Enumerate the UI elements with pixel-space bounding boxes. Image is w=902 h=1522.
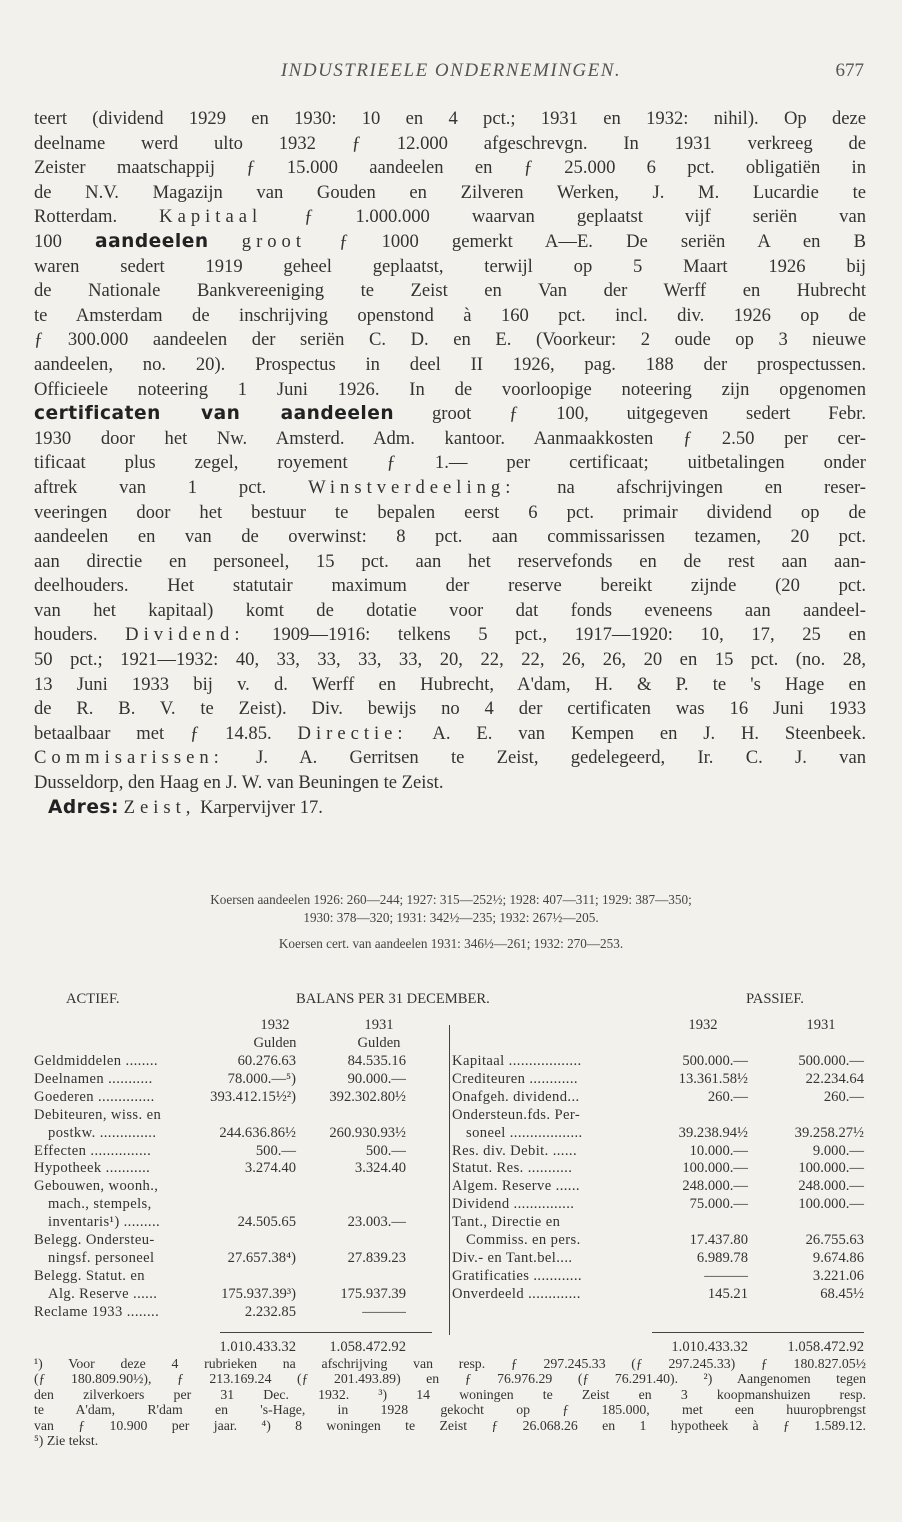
text-line bbox=[34, 722, 866, 747]
actief-value-1932: 500.— bbox=[255, 1142, 296, 1159]
kapitaal-heading: Kapitaal bbox=[159, 206, 263, 228]
balance-sheet bbox=[34, 985, 866, 1365]
body-text bbox=[34, 107, 866, 820]
passief-label: Dividend ............... bbox=[452, 1196, 575, 1213]
total-rule bbox=[652, 1332, 864, 1333]
actief-value-1931: 260.930.93½ bbox=[329, 1124, 406, 1141]
text-line: 50 pct.; 1921—1932: 40, 33, 33, 33, 33, 20, 22, 22, 26, 26, 20 en 15 pct. (no. 28, bbox=[34, 649, 866, 671]
footnote-line: te A'dam, R'dam en 's-Hage, in 1928 gekocht op ƒ 185.000, met een huuropbrengst bbox=[34, 1402, 866, 1418]
text-line bbox=[34, 796, 866, 821]
passief-value-1931: 9.674.86 bbox=[812, 1249, 864, 1266]
actief-value-1932: 60.276.63 bbox=[237, 1053, 296, 1069]
total-actief-1932: 1.010.433.32 bbox=[219, 1339, 296, 1355]
actief-value-1931: ——— bbox=[362, 1303, 406, 1320]
passief-label: Commiss. en pers. bbox=[466, 1232, 581, 1248]
passief-row bbox=[34, 1125, 866, 1142]
passief-value-1932: 248.000.— bbox=[682, 1178, 748, 1195]
text-span: na afschrijvingen en reser- bbox=[557, 476, 867, 498]
text-line: veeringen door het bestuur te bepalen eerst 6 pct. primair dividend op de bbox=[34, 501, 866, 523]
passief-row bbox=[34, 1143, 866, 1160]
passief-value-1932: 10.000.— bbox=[689, 1142, 748, 1159]
balance-title: BALANS PER 31 DECEMBER. bbox=[296, 991, 490, 1007]
footnote-line: (ƒ 180.809.90½), ƒ 213.169.24 (ƒ 201.493.89) en ƒ 76.976.29 (ƒ 76.291.40). ²) Aangenomen tegen bbox=[34, 1371, 866, 1387]
actief-label: Belegg. Statut. en bbox=[34, 1267, 145, 1284]
passief-row bbox=[34, 1089, 866, 1106]
passief-row bbox=[34, 1071, 866, 1088]
passief-value-1932: 13.361.58½ bbox=[678, 1070, 748, 1087]
passief-label: Gratificaties ............ bbox=[452, 1267, 582, 1284]
actief-label: mach., stempels, bbox=[48, 1196, 152, 1213]
passief-value-1931: 3.221.06 bbox=[812, 1267, 864, 1284]
actief-label: Belegg. Ondersteu- bbox=[34, 1232, 155, 1248]
passief-label: Ondersteun.fds. Per- bbox=[452, 1106, 581, 1123]
passief-value-1932: 145.21 bbox=[707, 1285, 748, 1302]
unit-header: Gulden bbox=[253, 1035, 297, 1051]
passief-value-1931: 39.258.27½ bbox=[794, 1124, 864, 1141]
passief-value-1931: 100.000.— bbox=[798, 1196, 864, 1213]
totals-row bbox=[34, 1339, 866, 1356]
passief-row bbox=[34, 1286, 866, 1303]
text-line: deelhouders. Het statutair maximum der reserve bereikt zijnde (20 pct. bbox=[34, 575, 866, 597]
passief-label: Res. div. Debit. ...... bbox=[452, 1142, 577, 1159]
passief-value-1931: 68.45½ bbox=[820, 1285, 864, 1302]
footnotes bbox=[34, 1356, 866, 1448]
total-passief-1931: 1.058.472.92 bbox=[787, 1339, 864, 1355]
total-actief-1931: 1.058.472.92 bbox=[329, 1339, 406, 1355]
passief-row bbox=[34, 1250, 866, 1267]
text-line: 1930 door het Nw. Amsterd. Adm. kantoor. Aanmaakkosten ƒ 2.50 per cer- bbox=[34, 427, 866, 449]
actief-label: ningsf. personeel bbox=[48, 1249, 155, 1266]
footnote-line: van ƒ 10.900 per jaar. ⁴) 8 woningen te Zeist ƒ 26.068.26 en 1 hypotheek à ƒ 1.589.12. bbox=[34, 1417, 866, 1433]
actief-label: Geldmiddelen ........ bbox=[34, 1053, 158, 1069]
actief-value-1931: 3.324.40 bbox=[354, 1160, 406, 1177]
text-line: deelname werd ulto 1932 ƒ 12.000 afgeschrevgn. In 1931 verkreeg de bbox=[34, 132, 866, 154]
koersen-cert-line: Koersen cert. van aandeelen 1931: 346½—261; 1932: 270—253. bbox=[278, 936, 624, 951]
text-span: 100 bbox=[34, 230, 62, 252]
actief-label: Debiteuren, wiss. en bbox=[34, 1106, 162, 1123]
text-span: Karpervijver 17. bbox=[200, 796, 323, 818]
text-span: J. A. Gerritsen te Zeist, gedelegeerd, Ir. C. J. van bbox=[256, 747, 866, 769]
passief-value-1932: 500.000.— bbox=[682, 1053, 748, 1069]
actief-value-1932: 175.937.39³) bbox=[221, 1285, 296, 1302]
passief-value-1932: 39.238.94½ bbox=[678, 1124, 748, 1141]
text-span: ƒ 1.000.000 waarvan geplaatst vijf seriën van bbox=[304, 206, 866, 228]
adres-heading: Adres: bbox=[47, 796, 119, 818]
actief-row bbox=[34, 1304, 866, 1321]
actief-value-1931: 90.000.— bbox=[347, 1070, 406, 1087]
passief-label: Statut. Res. ........... bbox=[452, 1160, 573, 1177]
passief-label: Onverdeeld ............. bbox=[452, 1285, 581, 1302]
koersen-line: Koersen aandeelen 1926: 260—244; 1927: 315—252½; 1928: 407—311; 1929: 387—350; bbox=[210, 892, 692, 907]
passief-row bbox=[34, 1268, 866, 1285]
certificaten-emphasis: certificaten van aandeelen bbox=[34, 403, 395, 425]
passief-value-1931: 100.000.— bbox=[798, 1160, 864, 1177]
passief-value-1931: 248.000.— bbox=[798, 1178, 864, 1195]
passief-label: Crediteuren ............ bbox=[452, 1070, 578, 1087]
aandeelen-emphasis: aandeelen bbox=[95, 230, 209, 252]
passief-label: Tant., Directie en bbox=[452, 1214, 561, 1231]
actief-value-1932: 244.636.86½ bbox=[219, 1124, 296, 1141]
text-line: Dusseldorp, den Haag en J. W. van Beuningen te Zeist. bbox=[34, 772, 444, 794]
passief-value-1932: 17.437.80 bbox=[689, 1232, 748, 1248]
passief-value-1931: 500.000.— bbox=[798, 1053, 864, 1069]
page-number: 677 bbox=[835, 60, 864, 81]
actief-value-1932: 3.274.40 bbox=[244, 1160, 296, 1177]
actief-value-1932: 27.657.38⁴) bbox=[227, 1249, 296, 1266]
text-line bbox=[34, 402, 866, 427]
passief-label: PASSIEF. bbox=[746, 991, 804, 1007]
passief-row bbox=[34, 1214, 866, 1231]
text-line: 13 Juni 1933 bij v. d. Werff en Hubrecht, A'dam, H. & P. te 's Hage en bbox=[34, 673, 866, 695]
year-header: 1932 bbox=[688, 1017, 718, 1033]
passief-label: Algem. Reserve ...... bbox=[452, 1178, 580, 1195]
zeist-spaced: Zeist, bbox=[123, 796, 196, 818]
actief-value-1931: 23.003.— bbox=[347, 1214, 406, 1231]
directie-heading: Directie: bbox=[297, 722, 408, 744]
text-line bbox=[34, 205, 866, 230]
passief-value-1931: 26.755.63 bbox=[805, 1232, 864, 1248]
footnote-line: ¹) Voor deze 4 rubrieken na afschrijving van resp. ƒ 297.245.33 (ƒ 297.245.33) ƒ 180.827.05½ bbox=[34, 1356, 866, 1371]
actief-label: ACTIEF. bbox=[66, 991, 120, 1007]
passief-label: soneel .................. bbox=[466, 1124, 583, 1141]
total-passief-1932: 1.010.433.32 bbox=[671, 1339, 748, 1355]
winstverdeeling-heading: Winstverdeeling: bbox=[308, 476, 516, 498]
running-title: INDUSTRIEELE ONDERNEMINGEN. bbox=[280, 60, 622, 81]
year-header: 1932 bbox=[260, 1017, 290, 1033]
passief-value-1932: 75.000.— bbox=[689, 1196, 748, 1213]
passief-row bbox=[34, 1160, 866, 1177]
actief-value-1931: 175.937.39 bbox=[340, 1285, 406, 1302]
passief-label: Div.- en Tant.bel.... bbox=[452, 1249, 573, 1266]
text-line: Zeister maatschappij ƒ 15.000 aandeelen en ƒ 25.000 6 pct. obligatiën in bbox=[34, 157, 866, 179]
actief-value-1932: 2.232.85 bbox=[244, 1303, 296, 1320]
text-line: te Amsterdam de inschrijving openstond à 160 pct. incl. div. 1926 op de bbox=[34, 304, 866, 326]
text-line: teert (dividend 1929 en 1930: 10 en 4 pct.; 1931 en 1932: nihil). Op deze bbox=[34, 108, 866, 129]
text-span: A. E. van Kempen en J. H. Steenbeek. bbox=[432, 722, 866, 744]
passief-value-1931: 22.234.64 bbox=[805, 1070, 864, 1087]
passief-value-1931: 9.000.— bbox=[812, 1142, 864, 1159]
passief-row bbox=[34, 1053, 866, 1070]
text-span: 1909—1916: telkens 5 pct., 1917—1920: 10, 17, 25 en bbox=[272, 624, 866, 646]
actief-label: Hypotheek ........... bbox=[34, 1160, 151, 1177]
footnote-line: ⁵) Zie tekst. bbox=[34, 1433, 99, 1449]
actief-label: Effecten ............... bbox=[34, 1142, 152, 1159]
koersen-line: 1930: 378—320; 1931: 342½—235; 1932: 267½—205. bbox=[303, 910, 599, 925]
actief-label: Deelnamen ........... bbox=[34, 1070, 153, 1087]
text-line bbox=[34, 746, 866, 771]
year-header: 1931 bbox=[364, 1017, 394, 1033]
total-rule bbox=[220, 1332, 432, 1333]
passief-value-1932: 6.989.78 bbox=[696, 1249, 748, 1266]
passief-row bbox=[34, 1178, 866, 1195]
dividend-heading: Dividend: bbox=[125, 624, 245, 646]
text-line: de R. B. V. te Zeist). Div. bewijs no 4 der certificaten was 16 Juni 1933 bbox=[34, 698, 866, 720]
text-line: tificaat plus zegel, royement ƒ 1.— per certificaat; uitbetalingen onder bbox=[34, 452, 866, 474]
actief-value-1932: 24.505.65 bbox=[237, 1214, 296, 1231]
text-line: waren sedert 1919 geheel geplaatst, terwijl op 5 Maart 1926 bij bbox=[34, 255, 866, 277]
passief-value-1932: 100.000.— bbox=[682, 1160, 748, 1177]
unit-header: Gulden bbox=[357, 1035, 401, 1051]
text-span: Rotterdam. bbox=[34, 206, 118, 228]
actief-value-1931: 500.— bbox=[365, 1142, 406, 1159]
commissarissen-heading: Commisarissen: bbox=[34, 747, 224, 769]
actief-value-1931: 392.302.80½ bbox=[329, 1088, 406, 1105]
passief-row bbox=[34, 1232, 866, 1249]
text-line: aan directie en personeel, 15 pct. aan het reservefonds en de rest aan aan- bbox=[34, 550, 866, 572]
passief-value-1932: 260.— bbox=[707, 1088, 748, 1105]
passief-label: Kapitaal .................. bbox=[452, 1053, 582, 1069]
text-line: ƒ 300.000 aandeelen der seriën C. D. en E. (Voorkeur: 2 oude op 3 nieuwe bbox=[34, 329, 866, 351]
text-line: de Nationale Bankvereeniging te Zeist en Van der Werff en Hubrecht bbox=[34, 280, 866, 302]
text-line: van het kapitaal) komt de dotatie voor dat fonds eveneens aan aandeel- bbox=[34, 599, 866, 621]
text-line: de N.V. Magazijn van Gouden en Zilveren Werken, J. M. Lucardie te bbox=[34, 181, 866, 203]
text-line: aandeelen, no. 20). Prospectus in deel II 1926, pag. 188 der prospectussen. bbox=[34, 353, 866, 375]
actief-label: inventaris¹) ......... bbox=[48, 1214, 161, 1231]
text-span: betaalbaar met ƒ 14.85. bbox=[34, 722, 272, 744]
passief-row bbox=[34, 1196, 866, 1213]
actief-value-1932: 78.000.—⁵) bbox=[227, 1070, 296, 1087]
footnote-line: den zilverkoers per 31 Dec. 1932. ³) 14 woningen te Zeist en 3 koopmanshuizen resp. bbox=[34, 1386, 866, 1402]
text-span: houders. bbox=[34, 624, 98, 646]
actief-label: Goederen .............. bbox=[34, 1088, 155, 1105]
actief-value-1931: 84.535.16 bbox=[347, 1053, 406, 1069]
passief-value-1931: 260.— bbox=[823, 1088, 864, 1105]
actief-value-1931: 27.839.23 bbox=[347, 1249, 406, 1266]
actief-label: Gebouwen, woonh., bbox=[34, 1178, 159, 1195]
text-line: Officieele noteering 1 Juni 1926. In de voorloopige noteering zijn opgenomen bbox=[34, 378, 866, 400]
text-line bbox=[34, 623, 866, 648]
text-line: aandeelen en van de overwinst: 8 pct. aan commissarissen tezamen, 20 pct. bbox=[34, 526, 866, 548]
actief-label: Alg. Reserve ...... bbox=[48, 1285, 158, 1302]
actief-label: postkw. .............. bbox=[48, 1124, 157, 1141]
text-span: aftrek van 1 pct. bbox=[34, 476, 267, 498]
passief-label: Onafgeh. dividend... bbox=[452, 1088, 580, 1105]
groot-spaced: groot bbox=[241, 230, 307, 252]
year-header: 1931 bbox=[806, 1017, 836, 1033]
actief-value-1932: 393.412.15½²) bbox=[210, 1088, 296, 1105]
text-span: groot ƒ 100, uitgegeven sedert Febr. bbox=[432, 403, 866, 425]
text-line bbox=[34, 230, 866, 255]
passief-row bbox=[34, 1107, 866, 1124]
page-header bbox=[0, 60, 902, 86]
text-line bbox=[34, 476, 866, 501]
actief-label: Reclame 1933 ........ bbox=[34, 1303, 160, 1320]
passief-value-1932: ——— bbox=[704, 1267, 748, 1284]
text-span: ƒ 1000 gemerkt A—E. De seriën A en B bbox=[339, 230, 867, 252]
